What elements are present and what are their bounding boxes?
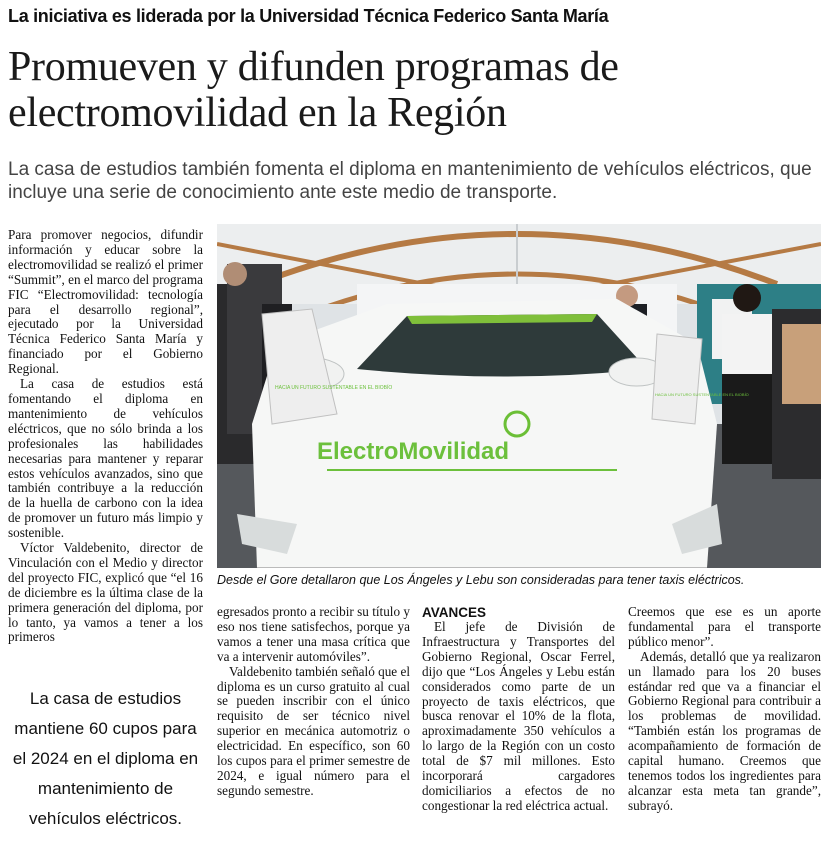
column-1-paragraph-3: Víctor Valdebenito, director de Vinculación con el Medio y director del proyecto FIC, explicó que “el 16 de diciembre es la última clase de la primera generación del diploma, por lo tanto, ya vamos a tener a los primeros [8,540,203,645]
pull-quote: La casa de estudios mantiene 60 cupos para el 2024 en el diploma en mantenimiento de vehículos eléctricos. [12,689,199,828]
car-photo-illustration [217,224,821,568]
article-kicker: La iniciativa es liderada por la Universidad Técnica Federico Santa María [8,6,609,26]
car-hood-logo: ElectroMovilidad [317,438,510,465]
column-2-paragraph-2: Valdebenito también señaló que el diploma es un curso gratuito al cual se pueden inscribir con el único requisito de ser técnico nivel superior en mecánica automotriz o electricidad. En específico, son 60 los cupos para el primer semestre de 2024, e igual número para el segundo semestre. [217,663,410,798]
column-1-paragraph-1: Para promover negocios, difundir información y educar sobre la electromovilidad se realizó el primer “Summit”, en el marco del programa FIC “Electromovilidad: tecnología para el desarrollo regional”, ejecutado por la Universidad Técnica Federico Santa María y financiado por el Gobierno Regional. [8,227,203,377]
door-banner-right: HACIA UN FUTURO SUSTENTABLE EN EL BIOBÍO [655,392,749,397]
column-4-paragraph-1: Creemos que ese es un aporte fundamental para el transporte público menor”. [628,604,821,649]
door-banner-left: HACIA UN FUTURO SUSTENTABLE EN EL BIOBÍO [275,385,393,391]
article-headline: Promueven y difunden programas de electromovilidad en la Región [8,44,619,136]
article-deck: La casa de estudios también fomenta el diploma en mantenimiento de vehículos eléctricos, que incluye una serie de conocimiento ante este medio de transporte. [8,159,812,203]
article-column-2 [217,605,410,799]
article-column-1 [8,228,203,645]
column-2-paragraph-1: egresados pronto a recibir su título y eso nos tiene satisfechos, porque ya vamos a tener una masa crítica que va a intervenir automóviles”. [217,604,410,664]
section-subhead: AVANCES [422,605,487,620]
photo-caption: Desde el Gore detallaron que Los Ángeles y Lebu son consideradas para tener taxis eléctricos. [217,573,745,587]
article-column-3 [422,605,615,814]
article-photo [217,224,821,568]
column-4-paragraph-2: Además, detalló que ya realizaron un llamado para los 20 buses estándar red que va a financiar el Gobierno Regional para contribuir a los problemas de movilidad. “También están los programas de acompañamiento de formación de capital humano. Creemos que tenemos todos los ingredientes para alcanzar esta meta tan grande”, subrayó. [628,648,821,813]
article-column-4 [628,605,821,814]
column-3-paragraph-1: El jefe de División de Infraestructura y Transportes del Gobierno Regional, Oscar Ferrel, dijo que “Los Ángeles y Lebu están considerados como parte de un proyecto de taxis eléctricos, que busca renovar el 10% de la flota, aproximadamente 350 vehículos a lo largo de la Región con un costo total de $7 mil millones. Esto incorporará cargadores domiciliarios a efectos de no congestionar la red eléctrica actual. [422,619,615,813]
column-1-paragraph-2: La casa de estudios está fomentando el diploma en mantenimiento de vehículos eléctricos, que no sólo brinda a los profesionales las habilidades necesarias para mantener y reparar estos vehículos avanzados, sino que también contribuye a la reducción de la huella de carbono con la idea de promover un futuro más limpio y sostenible. [8,376,203,541]
